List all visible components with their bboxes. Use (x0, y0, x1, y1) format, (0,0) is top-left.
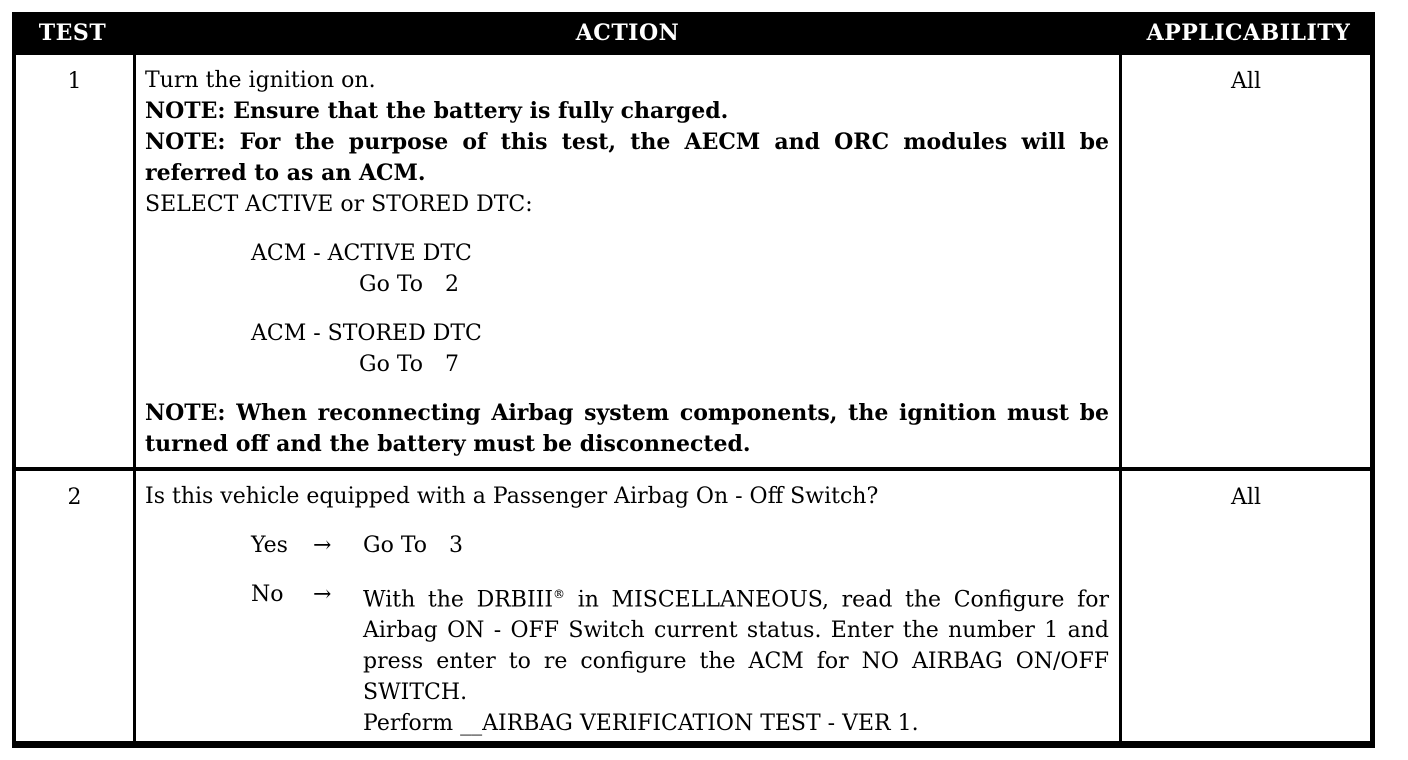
row1-option2-label: ACM - STORED DTC (251, 321, 482, 346)
diagnostic-table (12, 12, 1375, 748)
header-action: ACTION (575, 20, 680, 46)
row2-yes-response: Yes → Go To 3 (145, 530, 1109, 561)
row2-question: Is this vehicle equipped with a Passenger Airbag On - Off Switch? (145, 484, 879, 509)
row1-test-number: 1 (16, 55, 133, 467)
row2-perform: Perform __AIRBAG VERIFICATION TEST - VER 1. (363, 711, 919, 737)
row1-note1: NOTE: Ensure that the battery is fully charged. (145, 98, 729, 124)
row2-no-response: No → With the DRBIII® in MISCELLANEOUS, read the Configure for Airbag ON - OFF Switch current status. Enter the number 1 and press enter to re configure the ACM for NO AIRBAG ON/OFF SWITCH. Perform __AIRBAG VERIFICATION TEST - VER 1. (145, 579, 1109, 739)
arrow-right-icon: → (313, 582, 332, 607)
row1-action (136, 55, 1119, 467)
row1-line1: Turn the ignition on. (145, 68, 376, 93)
row2-action (136, 471, 1119, 741)
row1-option1-label: ACM - ACTIVE DTC (251, 241, 472, 266)
row1-option1-goto: Go To 2 (359, 272, 460, 297)
row1-applicability: All (1122, 55, 1370, 467)
row2-test-number: 2 (16, 471, 133, 741)
header-test: TEST (38, 20, 107, 46)
row1-note2: NOTE: For the purpose of this test, the AECM and ORC modules will be referred to as an ACM. (145, 129, 1109, 186)
row2-applicability: All (1122, 471, 1370, 741)
row1-option2-goto: Go To 7 (359, 352, 460, 377)
header-applicability: APPLICABILITY (1146, 20, 1351, 46)
row1-note3: NOTE: When reconnecting Airbag system components, the ignition must be turned off and the battery must be disconnected. (145, 400, 1109, 457)
arrow-right-icon: → (313, 533, 332, 558)
row1-select: SELECT ACTIVE or STORED DTC: (145, 192, 533, 217)
